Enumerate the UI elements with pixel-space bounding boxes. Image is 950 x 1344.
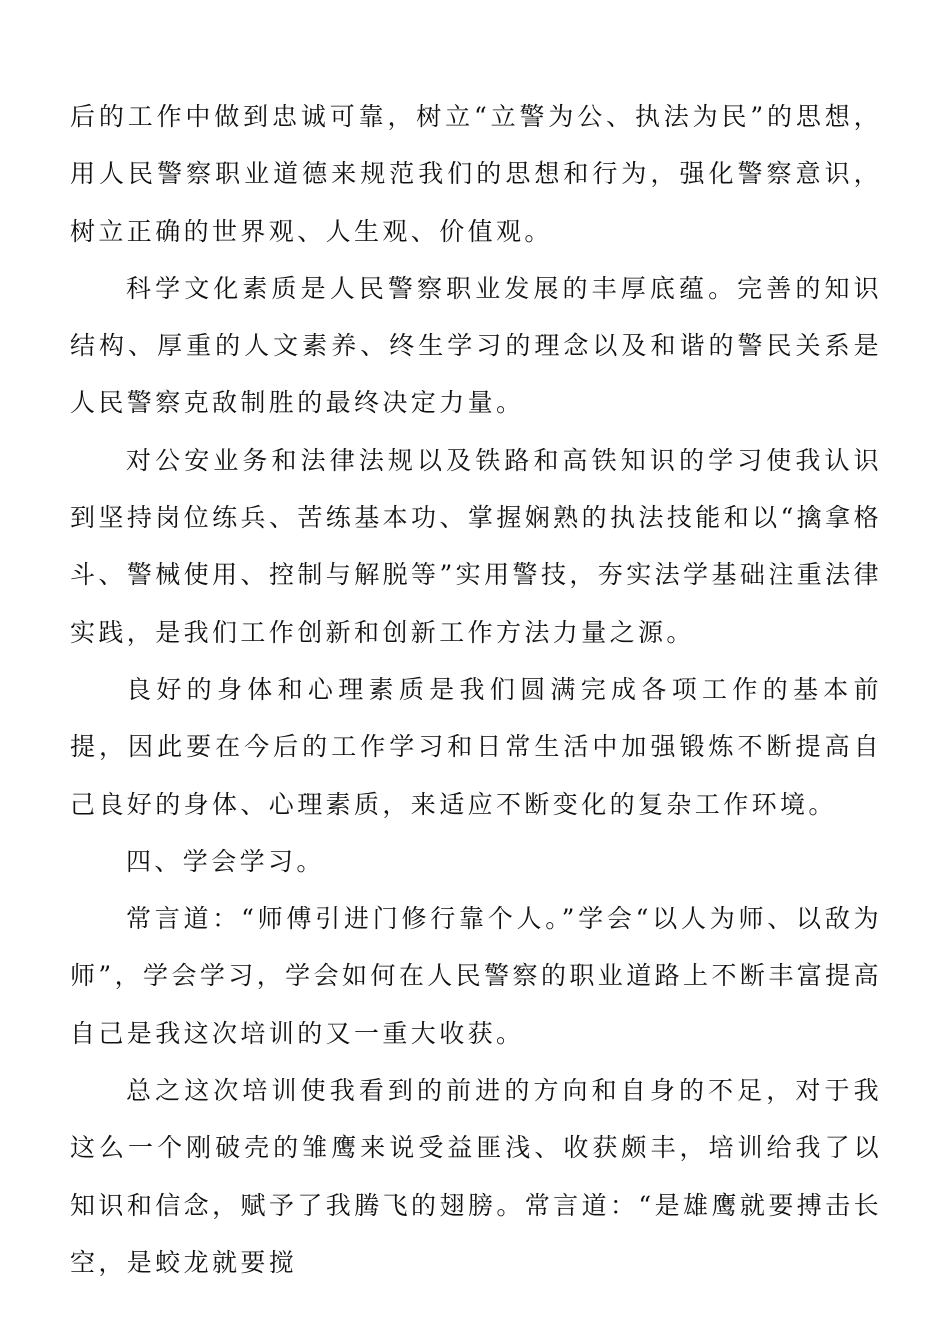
paragraph-conclusion: 总之这次培训使我看到的前进的方向和自身的不足，对于我这么一个刚破壳的雏鹰来说受益匪浅、收获颇丰，培训给我了以知识和信念，赋予了我腾飞的翅膀。常言道：“是雄鹰就要搏击长空，是蛟龙就要搅	[70, 1076, 882, 1277]
paragraph-physical-quality: 良好的身体和心理素质是我们圆满完成各项工作的基本前提，因此要在今后的工作学习和日常生活中加强锻炼不断提高自己良好的身体、心理素质，来适应不断变化的复杂工作环境。	[70, 674, 882, 819]
paragraph-police-skills: 对公安业务和法律法规以及铁路和高铁知识的学习使我认识到坚持岗位练兵、苦练基本功、掌握娴熟的执法技能和以“擒拿格斗、警械使用、控制与解脱等”实用警技，夯实法学基础注重法律实践，是我们工作创新和创新工作方法力量之源。	[70, 445, 882, 647]
document-page	[70, 88, 882, 1291]
paragraph-cultural-quality: 科学文化素质是人民警察职业发展的丰厚底蕴。完善的知识结构、厚重的人文素养、终生学习的理念以及和谐的警民关系是人民警察克敌制胜的最终决定力量。	[70, 273, 882, 418]
section-heading-learn-to-learn: 四、学会学习。	[126, 846, 325, 876]
paragraph-continuation: 后的工作中做到忠诚可靠，树立“立警为公、执法为民”的思想，用人民警察职业道德来规范我们的思想和行为，强化警察意识，树立正确的世界观、人生观、价值观。	[70, 102, 882, 246]
paragraph-learn-to-learn: 常言道：“师傅引进门修行靠个人。”学会“以人为师、以敌为师”，学会学习，学会如何在人民警察的职业道路上不断丰富提高自己是我这次培训的又一重大收获。	[70, 904, 882, 1048]
